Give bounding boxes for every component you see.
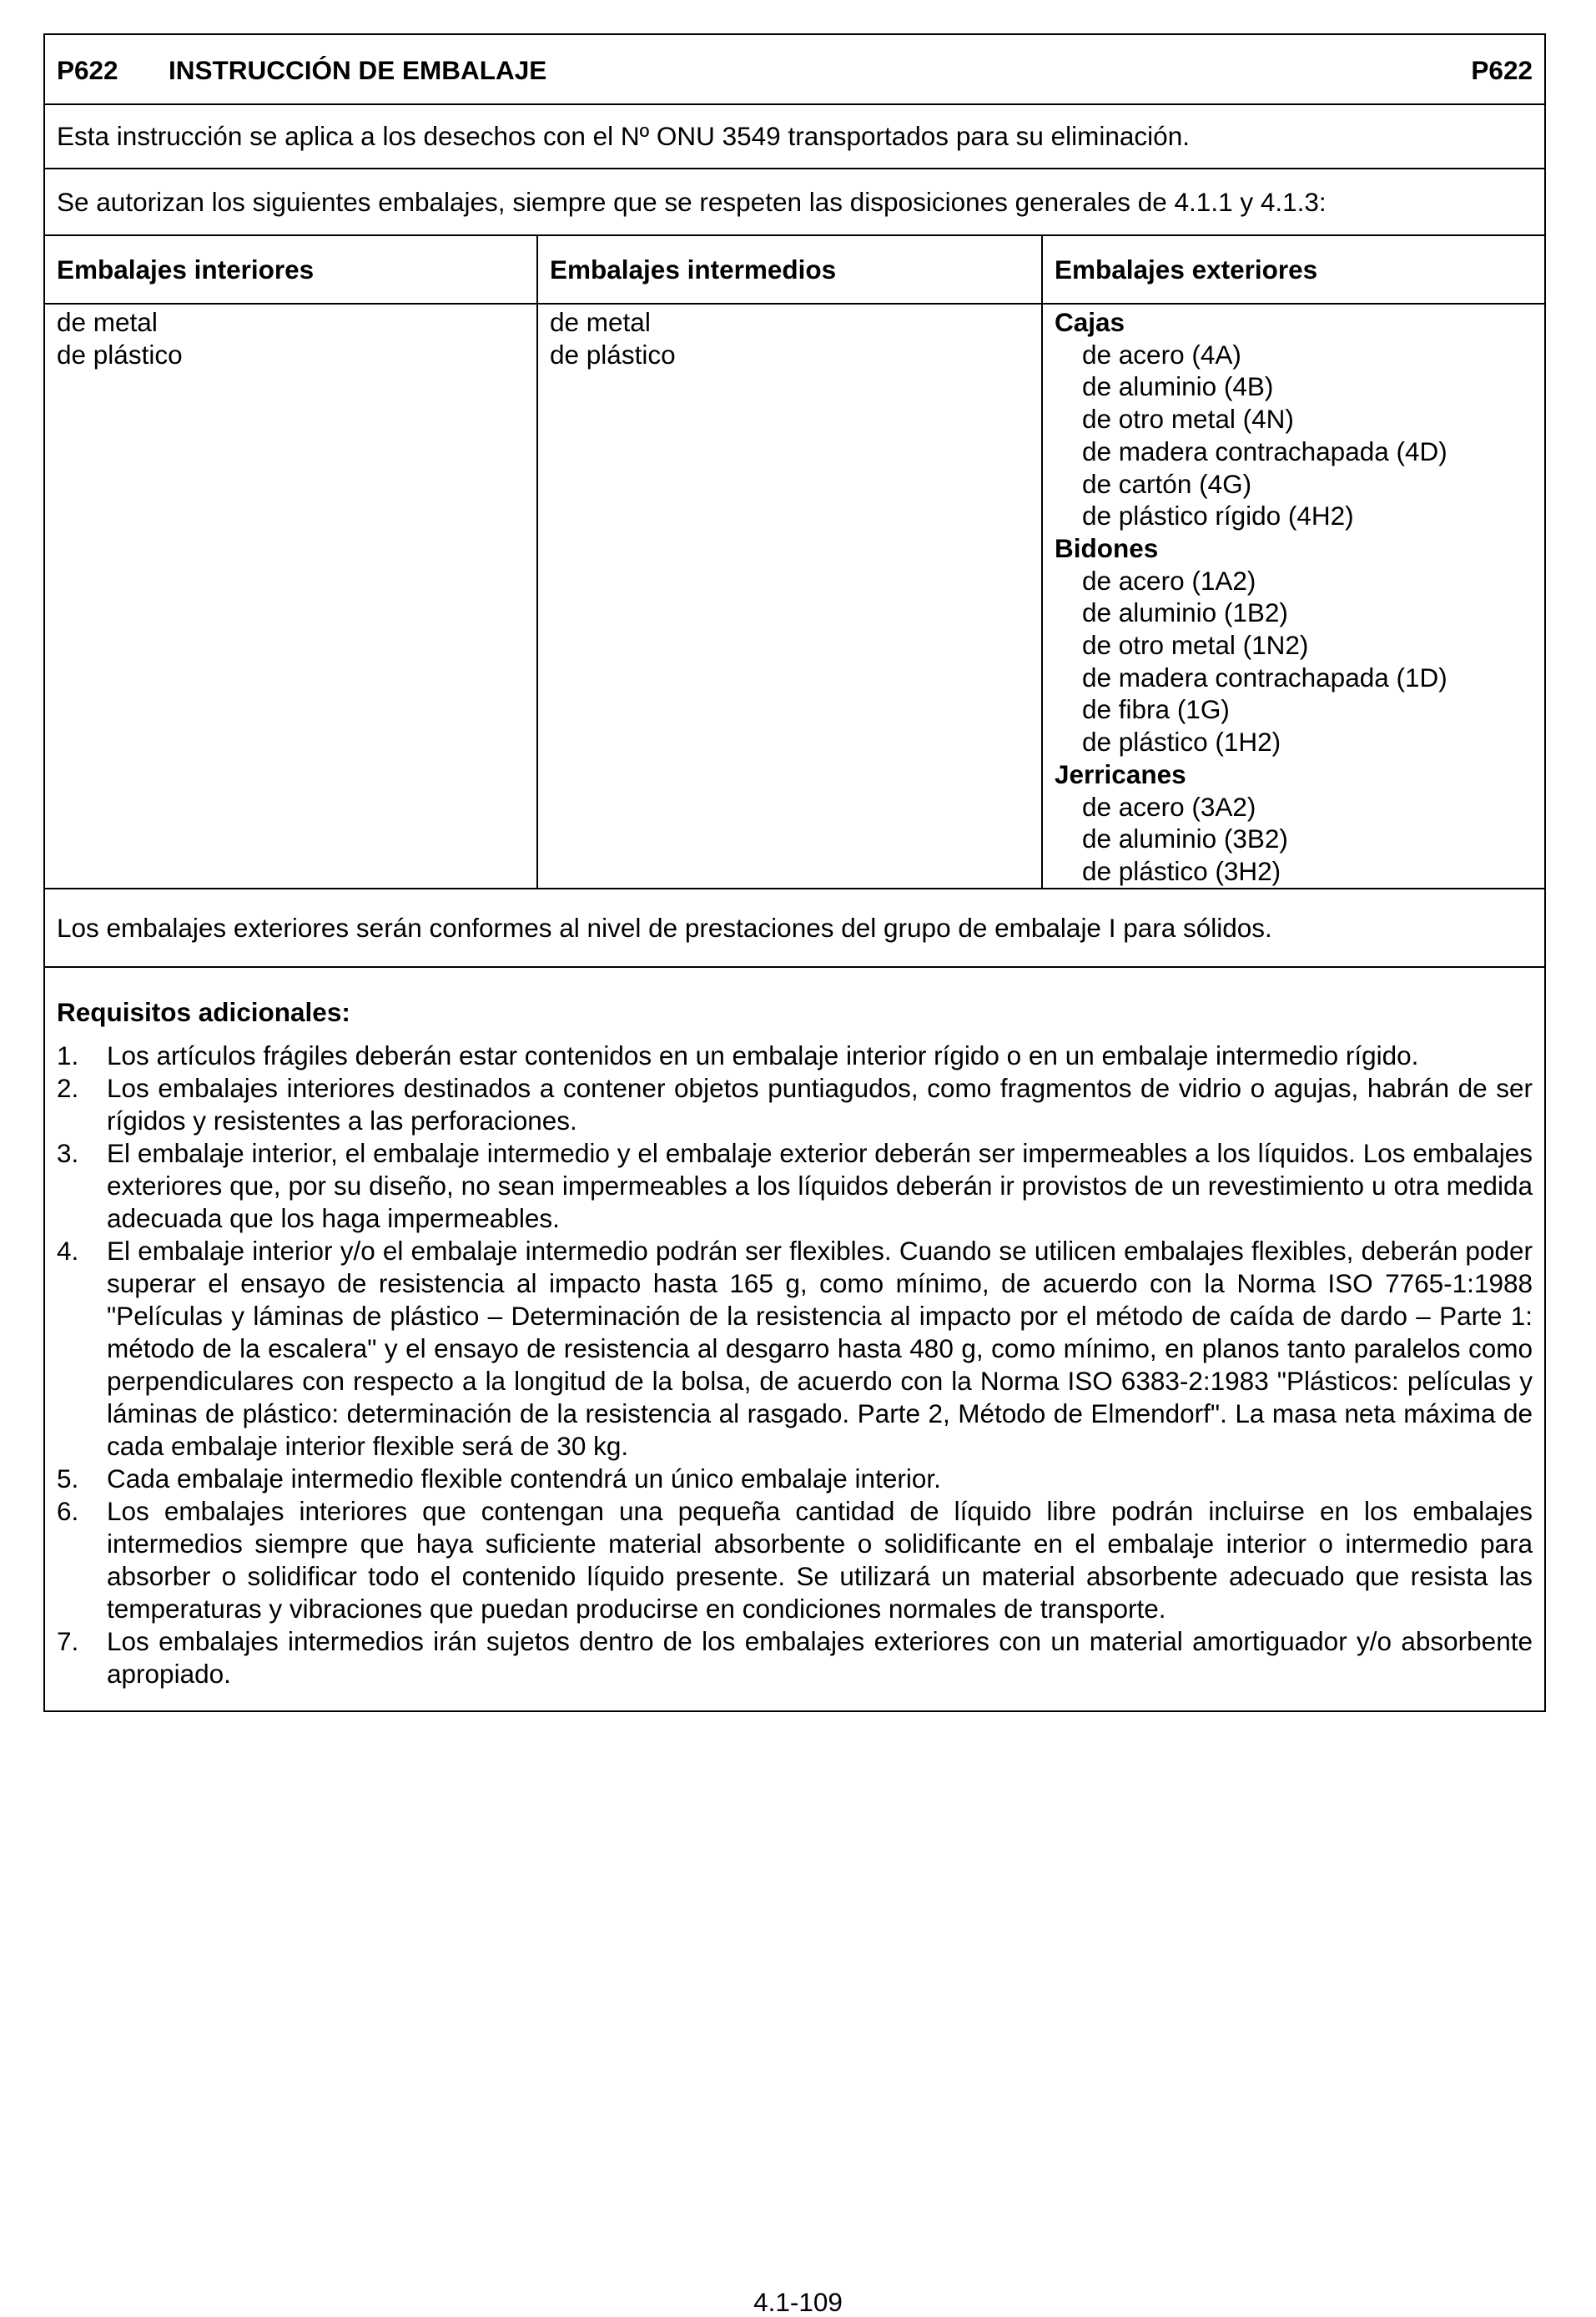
requirement-item [57,1040,1533,1072]
outer-item: de acero (4A) [1082,339,1241,370]
outer-item: de acero (3A2) [1082,791,1256,822]
requirement-item [57,1072,1533,1137]
additional-requirements [45,968,1544,1710]
outer-item: de aluminio (1B2) [1082,597,1288,628]
requirement-item [57,1137,1533,1235]
inner-item: de metal [57,307,158,337]
header-left [57,54,546,87]
outer-packagings-list [1043,305,1544,888]
intermediate-item: de plástico [550,339,676,370]
intermediate-packagings-header: Embalajes intermedios [538,236,1043,303]
requirement-number: 2. [57,1073,79,1103]
outer-item: de acero (1A2) [1082,565,1256,596]
outer-item: de otro metal (4N) [1082,404,1294,435]
requirement-number: 3. [57,1138,79,1168]
requirement-number: 6. [57,1496,79,1526]
intro-text: Esta instrucción se aplica a los desechos con el Nº ONU 3549 transportados para su eliminación. [57,121,1190,151]
requirement-text: Los artículos frágiles deberán estar contenidos en un embalaje interior rígido o en un embalaje intermedio rígido. [107,1040,1419,1070]
outer-item: de madera contrachapada (4D) [1082,436,1447,466]
instruction-code-left: P622 [57,54,118,85]
outer-group-jerricans: Jerricanes [1055,758,1186,789]
outer-item: de plástico (3H2) [1082,855,1281,886]
requirement-text: El embalaje interior, el embalaje intermedio y el embalaje exterior deberán ser impermeables a los líquidos. Los embalajes exteriores que, por su diseño, no sean impermeables a los líquidos deberán ir provistos de un revestimiento u otra medida adecuada que los haga impermeables. [107,1138,1533,1233]
performance-text: Los embalajes exteriores serán conformes al nivel de prestaciones del grupo de embalaje I para sólidos. [57,912,1272,943]
requirement-item [57,1463,1533,1495]
requirement-text: Los embalajes intermedios irán sujetos dentro de los embalajes exteriores con un material amortiguador y/o absorbente apropiado. [107,1626,1533,1689]
requirement-item [57,1235,1533,1463]
requirement-text: Los embalajes interiores que contengan una pequeña cantidad de líquido libre podrán incluirse en los embalajes intermedios siempre que haya suficiente material absorbente o solidificante en el embalaje interior o intermedio para absorber o solidificar todo el contenido líquido presente. Se utilizará un material absorbente adecuado que resista las temperaturas y vibraciones que puedan producirse en condiciones normales de transporte. [107,1496,1533,1624]
requirement-text: El embalaje interior y/o el embalaje intermedio podrán ser flexibles. Cuando se utilicen embalajes flexibles, deberán poder superar el ensayo de resistencia al impacto hasta 165 g, como mínimo, de acuerdo con la Norma ISO 7765-1:1988 "Películas y láminas de plástico – Determinación de la resistencia al impacto por el método de caída de dardo – Parte 1: método de la escalera" y el ensayo de resistencia al desgarro hasta 480 g, como mínimo, en planos tanto paralelos como perpendiculares con respecto a la longitud de la bolsa, de acuerdo con la Norma ISO 6383-2:1983 "Plásticos: películas y láminas de plástico: determinación de la resistencia al rasgado. Parte 2, Método de Elmendorf". La masa neta máxima de cada embalaje interior flexible será de 30 kg. [107,1236,1533,1461]
outer-item: de otro metal (1N2) [1082,630,1309,661]
outer-group-drums: Bidones [1055,532,1159,563]
packing-instruction-table [43,33,1546,1712]
requirement-number: 4. [57,1236,79,1266]
outer-item: de cartón (4G) [1082,468,1252,499]
requirement-text: Cada embalaje intermedio flexible contendrá un único embalaje interior. [107,1463,941,1493]
instruction-header [45,35,1544,105]
requirement-item [57,1625,1533,1690]
outer-packagings-header: Embalajes exteriores [1055,254,1318,285]
outer-item: de aluminio (4B) [1082,371,1274,402]
inner-packagings-list [45,305,538,888]
requirements-list [57,1040,1533,1690]
outer-item: de plástico (1H2) [1082,727,1281,758]
performance-row [45,889,1544,968]
page-number: 4.1-109 [753,2287,843,2317]
requirement-number: 5. [57,1463,79,1493]
authorization-text: Se autorizan los siguientes embalajes, siempre que se respeten las disposiciones generales de 4.1.1 y 4.1.3: [57,186,1327,217]
outer-item: de aluminio (3B2) [1082,824,1288,854]
requirement-number: 7. [57,1626,79,1656]
intro-row [45,105,1544,169]
intermediate-item: de metal [550,307,651,337]
authorization-row [45,169,1544,236]
packaging-columns-body [45,305,1544,889]
inner-packagings-header: Embalajes interiores [45,236,538,303]
outer-group-boxes: Cajas [1055,307,1125,337]
instruction-title: INSTRUCCIÓN DE EMBALAJE [169,54,547,85]
packaging-columns-header [45,236,1544,305]
intermediate-packagings-list [538,305,1043,888]
requirement-number: 1. [57,1040,79,1070]
outer-item: de fibra (1G) [1082,694,1230,725]
outer-item: de madera contrachapada (1D) [1082,662,1447,693]
inner-item: de plástico [57,339,183,370]
requirements-title: Requisitos adicionales: [57,997,350,1027]
outer-item: de plástico rígido (4H2) [1082,501,1354,531]
instruction-code-right: P622 [1471,54,1533,85]
requirement-text: Los embalajes interiores destinados a contener objetos puntiagudos, como fragmentos de vidrio o agujas, habrán de ser rígidos y resistentes a las perforaciones. [107,1073,1533,1136]
requirement-item [57,1495,1533,1625]
